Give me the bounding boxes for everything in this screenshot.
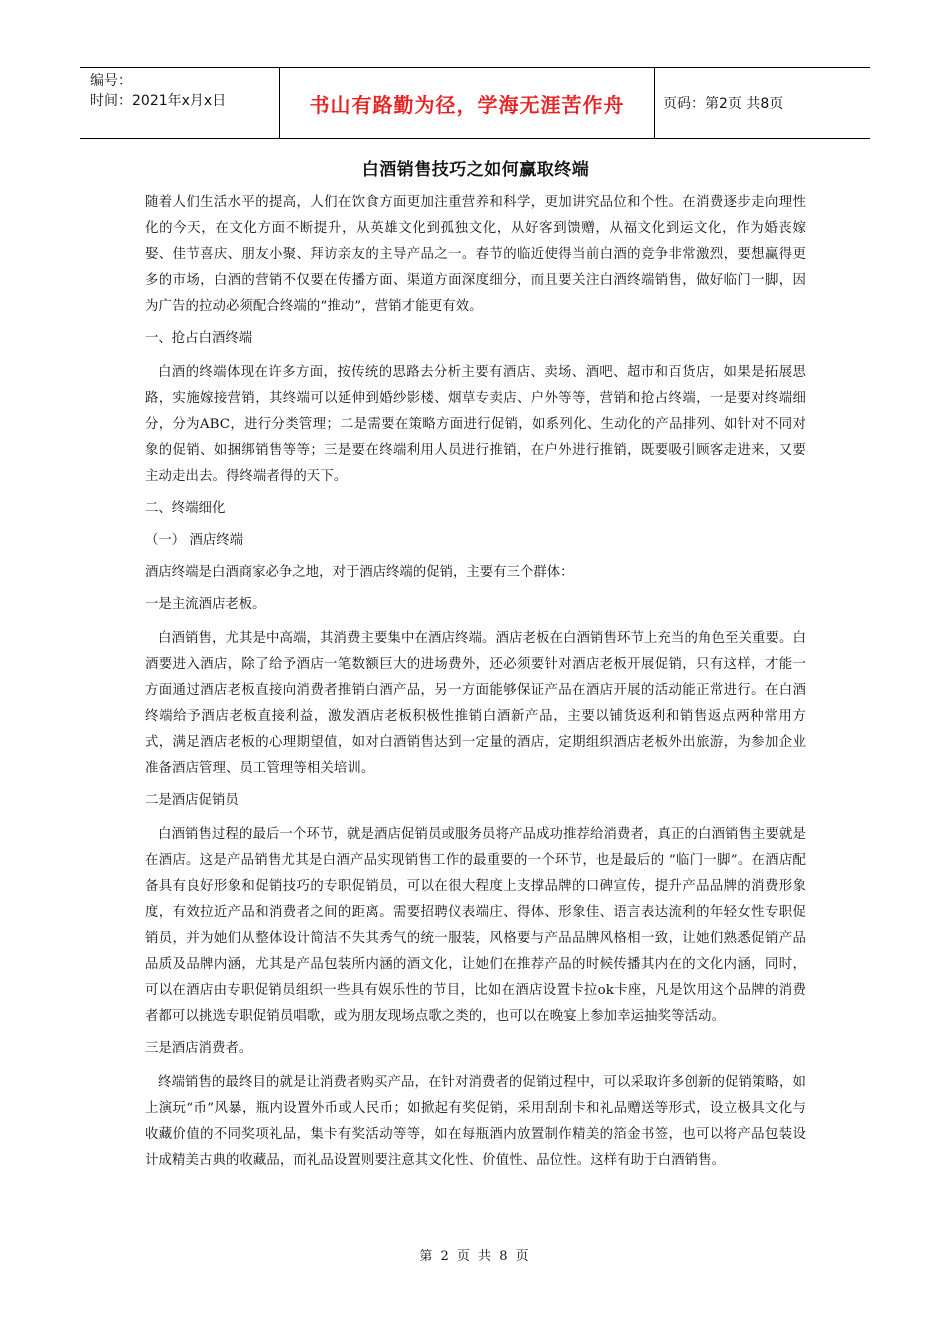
section-heading: 二、终端细化: [145, 501, 226, 516]
body-paragraph: 随着人们生活水平的提高，人们在饮食方面更加注重营养和科学，更加讲究品位和个性。在消费逐步走向理性化的今天，在文化方面不断提升，从英雄文化到孤独文化，从好客到馈赠，从福文化到运文化，作为婚丧嫁娶、佳节喜庆、朋友小聚、拜访亲友的主导产品之一。春节的临近使得当前白酒的竞争非常激烈，要想赢得更多的市场，白酒的营销不仅要在传播方面、渠道方面深度细分，而且要关注白酒终端销售，做好临门一脚，因为广告的拉动必须配合终端的“推动”，营销才能更有效。: [145, 195, 806, 314]
document-title: 白酒销售技巧之如何赢取终端: [361, 160, 590, 180]
header-motto: 书山有路勤为径，学海无涯苦作舟: [309, 92, 625, 117]
header-motto-cell: [280, 68, 655, 138]
header-page-number: 页码：第2页 共8页: [663, 96, 784, 112]
page-header: [80, 67, 870, 139]
body-paragraph: 白酒销售，尤其是中高端，其消费主要集中在酒店终端。酒店老板在白酒销售环节上充当的角色至关重要。白酒要进入酒店，除了给予酒店一笔数额巨大的进场费外，还必须要针对酒店老板开展促销，只有这样，才能一方面通过酒店老板直接向消费者推销白酒产品，另一方面能够保证产品在酒店开展的活动能正常进行。在白酒终端给予酒店老板直接利益，激发酒店老板积极性推销白酒新产品，主要以铺货返利和销售返点两种常用方式，满足酒店老板的心理期望值，如对白酒销售达到一定量的酒店，定期组织酒店老板外出旅游，为参加企业准备酒店管理、员工管理等相关培训。: [145, 631, 806, 776]
document-number-label: 编号：: [90, 73, 132, 89]
section-heading: 一、抢占白酒终端: [145, 331, 253, 346]
section-heading: 三是酒店消费者。: [145, 1041, 253, 1056]
document-time-label: 时间：2021年x月x日: [90, 93, 227, 109]
document-body: [145, 155, 806, 1182]
document-blocks: [145, 190, 806, 1174]
header-page-cell: [655, 68, 870, 138]
section-heading: 酒店终端是白酒商家必争之地，对于酒店终端的促销，主要有三个群体：: [145, 565, 574, 580]
section-heading: （一） 酒店终端: [145, 533, 243, 548]
body-paragraph: 白酒的终端体现在许多方面，按传统的思路去分析主要有酒店、卖场、酒吧、超市和百货店，如果是拓展思路，实施嫁接营销，其终端可以延伸到婚纱影楼、烟草专卖店、户外等等，营销和抢占终端，一是要对终端细分，分为ABC，进行分类管理；二是需要在策略方面进行促销，如系列化、生动化的产品排列、如针对不同对象的促销、如捆绑销售等等；三是要在终端利用人员进行推销，在户外进行推销，既要吸引顾客走进来，又要主动走出去。得终端者得的天下。: [145, 365, 806, 484]
page-footer: 第 2 页 共 8 页: [419, 1249, 531, 1264]
body-paragraph: 终端销售的最终目的就是让消费者购买产品，在针对消费者的促销过程中，可以采取许多创新的促销策略，如上演玩“币”风暴，瓶内设置外币或人民币；如掀起有奖促销，采用刮刮卡和礼品赠送等形式，设立极具文化与收藏价值的不同奖项礼品，集卡有奖活动等等，如在每瓶酒内放置制作精美的箔金书签，也可以将产品包装设计成精美古典的收藏品，而礼品设置则要注意其文化性、价值性、品位性。这样有助于白酒销售。: [145, 1075, 806, 1168]
body-paragraph: 白酒销售过程的最后一个环节，就是酒店促销员或服务员将产品成功推荐给消费者，真正的白酒销售主要就是在酒店。这是产品销售尤其是白酒产品实现销售工作的最重要的一个环节，也是最后的 “临门一脚”。在酒店配备具有良好形象和促销技巧的专职促销员，可以在很大程度上支撑品牌的口碑宣传，提升产品品牌的消费形象度，有效拉近产品和消费者之间的距离。需要招聘仪表端庄、得体、形象佳、语言表达流利的年轻女性专职促销员，并为她们从整体设计简洁不失其秀气的统一服装，风格要与产品品牌风格相一致，让她们熟悉促销产品品质及品牌内涵，尤其是产品包装所内涵的酒文化，让她们在推荐产品的时候传播其内在的文化内涵，同时，可以在酒店由专职促销员组织一些具有娱乐性的节目，比如在酒店设置卡拉ok卡座，凡是饮用这个品牌的消费者都可以挑选专职促销员唱歌，或为朋友现场点歌之类的，也可以在晚宴上参加幸运抽奖等活动。: [145, 827, 806, 1024]
header-meta: [80, 68, 280, 138]
section-heading: 二是酒店促销员: [145, 793, 239, 808]
section-heading: 一是主流酒店老板。: [145, 597, 266, 612]
